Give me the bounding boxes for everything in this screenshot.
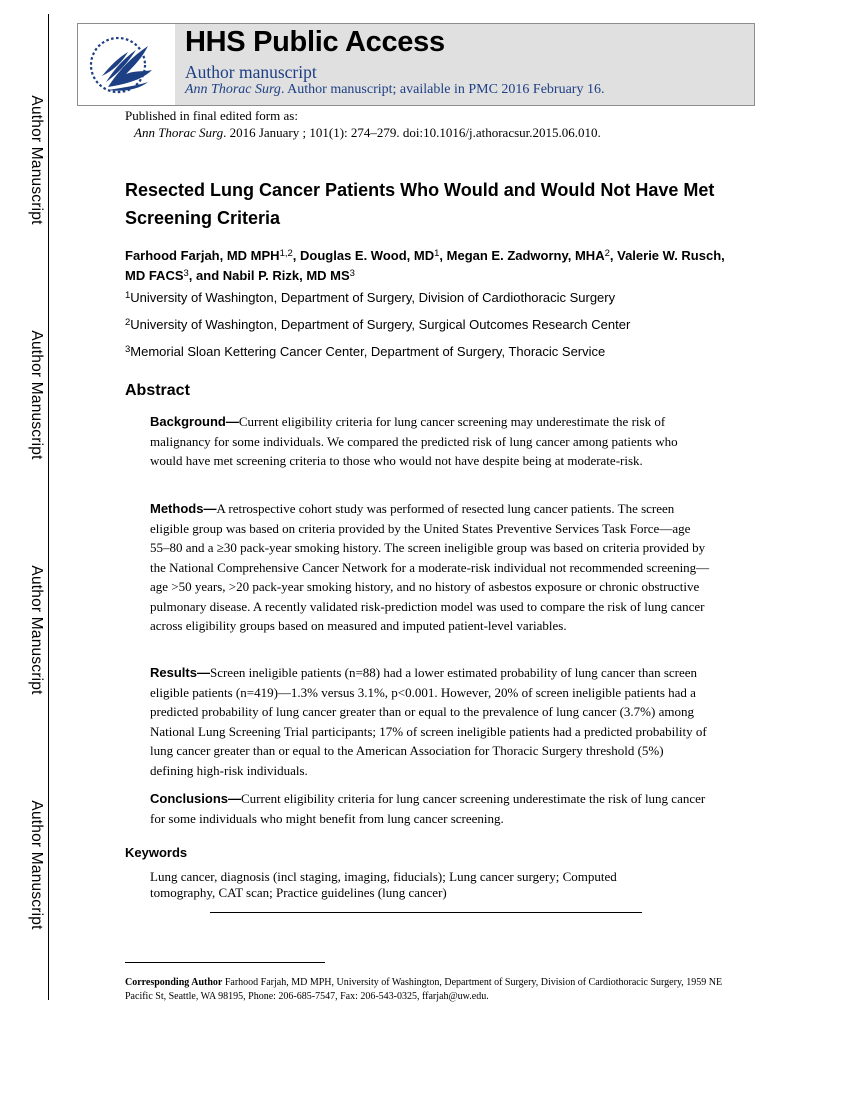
abstract-heading: Abstract	[125, 382, 190, 399]
hhs-availability: Ann Thorac Surg. Author manuscript; available in PMC 2016 February 16.	[185, 82, 605, 97]
abstract-results: Results—Screen ineligible patients (n=88) had a lower estimated probability of lung cancer than screen eligible patients (n=419)—1.3% versus 3.1%, p<0.001. However, 20% of screen ineligible patients had a predicted probability of lung cancer greater than or equal to the prevalence of lung cancer (3.7%) among National Lung Screening Trial participants; 17% of screen ineligible patients had a predicted probability of lung cancer greater than or equal to the American Association for Thoracic Surgery threshold (5%) defining high-risk individuals.	[150, 665, 707, 778]
author[interactable]: Douglas E. Wood, $MD^1$	[300, 248, 440, 263]
hhs-subtitle: Author manuscript	[185, 62, 317, 82]
keywords-rule	[210, 912, 642, 913]
published-label: Published in final edited form as:	[125, 108, 298, 123]
author[interactable]: Farhood Farjah, MD MPH$^{1,2}$	[125, 248, 293, 263]
author-list: Farhood Farjah, MD MPH$^{1,2}$, Douglas E. Wood, $MD^1$, Megan E. Zadworny, MHA$^2$, Valerie W. Rusch, MD FACS$^3$, and Nabil P. Rizk, MD $MS^3$	[125, 248, 725, 283]
hhs-title: HHS Public Access	[185, 26, 445, 58]
hhs-header	[77, 23, 755, 106]
published-journal: Ann Thorac Surg	[134, 125, 224, 140]
article-title: Resected Lung Cancer Patients Who Would and Would Not Have Met Screening Criteria	[125, 180, 715, 228]
keywords-heading: Keywords	[125, 845, 188, 860]
author[interactable]: Valerie W. Rusch, MD FACS$^3$	[125, 248, 725, 283]
corresponding-author-footnote: Corresponding Author Farhood Farjah, MD MPH, University of Washington, Department of Surgery, Division of Cardiothoracic Surgery, 1959 NE Pacific St, Seattle, WA 98195, Phone: 206-685-7547, Fax: 206-543-0325, ffarjah@uw.edu.	[125, 977, 723, 1002]
footnote-rule	[125, 962, 325, 963]
author[interactable]: Megan E. Zadworny, MHA$^2$	[446, 248, 610, 263]
hhs-journal[interactable]: Ann Thorac Surg	[185, 82, 281, 97]
hhs-header-band	[175, 24, 754, 105]
abstract-conclusions: Conclusions—Current eligibility criteria for lung cancer screening underestimate the risk of lung cancer for some individuals who might benefit from lung cancer screening.	[150, 791, 706, 826]
affiliation: $^3$Memorial Sloan Kettering Cancer Center, Department of Surgery, Thoracic Service	[125, 344, 606, 359]
margin-rule	[48, 14, 49, 1000]
abstract-methods: Methods—A retrospective cohort study was performed of resected lung cancer patients. The screen eligible group was based on criteria provided by the United States Preventive Services Task Force—age 55–80 and a ≥30 pack-year smoking history. The screen ineligible group was based on criteria provided by the National Comprehensive Cancer Network for a moderate-risk individual not recommended screening—age >50 years, >20 pack-year smoking history, and no history of asbestos exposure or chronic obstructive pulmonary disease. A recently validated risk-prediction model was used to compare the risk of lung cancer across eligibility groups based on measured and imputed patient-level variables.	[150, 501, 710, 633]
hhs-eagle-logo-icon	[78, 24, 175, 105]
published-citation: Ann Thorac Surg. 2016 January ; 101(1): 274–279. doi:10.1016/j.athoracsur.2015.06.010.	[134, 125, 601, 140]
affiliation: $^1$University of Washington, Department of Surgery, Division of Cardiothoracic Surgery	[125, 290, 616, 305]
affiliation: $^2$University of Washington, Department of Surgery, Surgical Outcomes Research Center	[125, 317, 631, 332]
abstract-background: Background—Current eligibility criteria for lung cancer screening may underestimate the risk of malignancy for some individuals. We compared the predicted risk of lung cancer among patients who would have met screening criteria to those who would not have despite being at moderate-risk.	[150, 414, 678, 468]
author[interactable]: Nabil P. Rizk, MD $MS^3$	[222, 268, 355, 283]
keywords-text: Lung cancer, diagnosis (incl staging, imaging, fiducials); Lung cancer surgery; Computed tomography, CAT scan; Practice guidelines (lung cancer)	[150, 869, 617, 900]
